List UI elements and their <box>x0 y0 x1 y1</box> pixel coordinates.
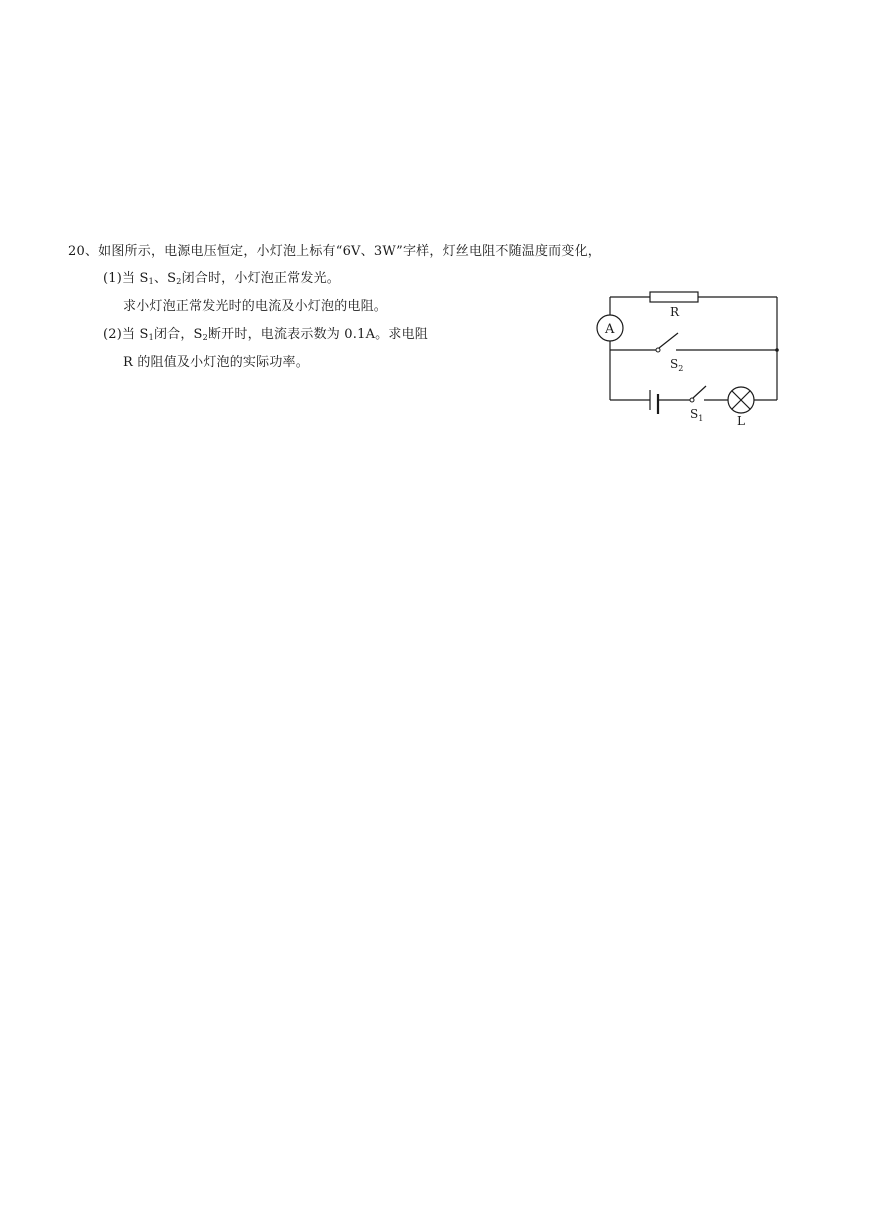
ammeter-label: A <box>605 322 615 337</box>
lamp-icon <box>728 387 754 413</box>
switch1-blade-icon <box>693 386 706 398</box>
part1-s1-subscript: 1 <box>148 277 154 286</box>
switch1-pivot <box>690 398 694 402</box>
part2-s2-subscript: 2 <box>202 333 208 342</box>
part2-prefix: (2)当 S <box>103 327 149 342</box>
part1-s2-subscript: 2 <box>176 277 182 286</box>
resistor-label: R <box>670 305 680 319</box>
part1-mid: 、S <box>153 271 177 286</box>
junction-dot <box>775 348 779 352</box>
part2-mid: 闭合，S <box>153 327 203 342</box>
question-part-2 <box>103 326 428 344</box>
question-part-1-ask: 求小灯泡正常发光时的电流及小灯泡的电阻。 <box>123 299 388 314</box>
switch2-pivot <box>656 348 660 352</box>
switch1-label: $S_1$ <box>690 407 704 423</box>
part1-prefix: (1)当 S <box>103 271 149 286</box>
switch2-blade-icon <box>659 333 678 348</box>
question-part-2-ask: R 的阻值及小灯泡的实际功率。 <box>123 355 309 370</box>
part2-suffix: 断开时，电流表示数为 0.1A。求电阻 <box>207 327 428 342</box>
part2-s1-subscript: 1 <box>148 333 154 342</box>
part1-suffix: 闭合时，小灯泡正常发光。 <box>181 271 340 286</box>
switch2-label: $S_2$ <box>670 357 684 373</box>
question-part-1 <box>103 270 340 288</box>
resistor-icon <box>650 292 698 302</box>
circuit-diagram <box>590 272 790 442</box>
question-title: 20、如图所示，电源电压恒定，小灯泡上标有“6V、3W”字样，灯丝电阻不随温度而变化， <box>68 244 601 259</box>
lamp-label: L <box>737 414 745 428</box>
circuit-wires <box>610 297 777 400</box>
